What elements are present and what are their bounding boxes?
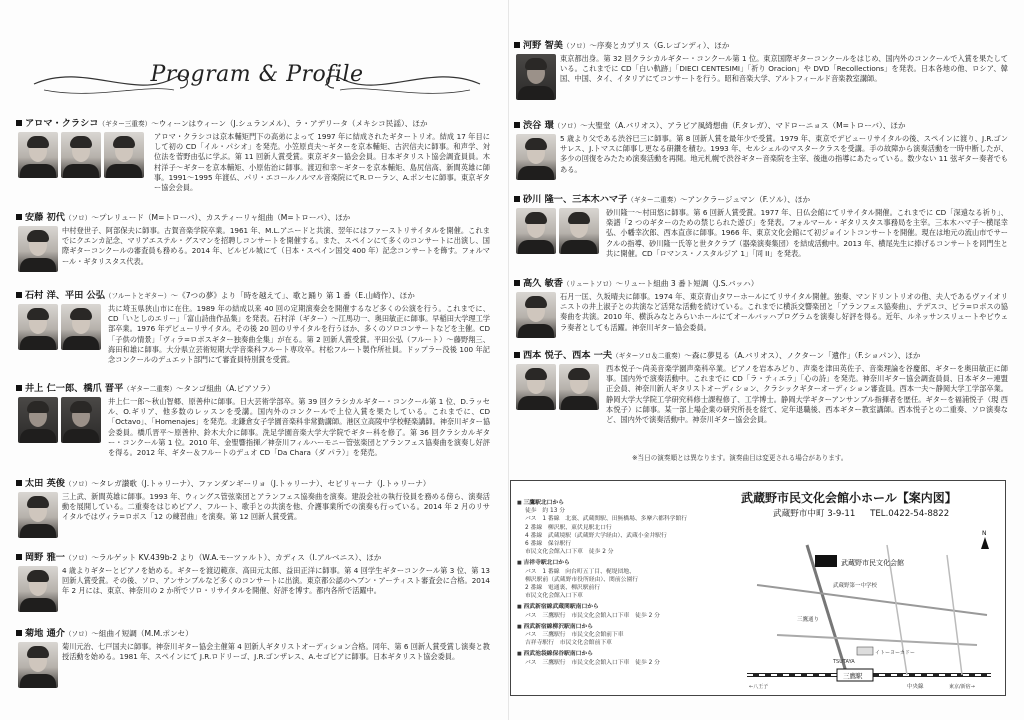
performer-photo [18, 642, 58, 688]
map-label-tsutaya: TSUTAYA [833, 659, 855, 665]
ensemble-role: （ソロ） [64, 480, 92, 488]
access-route [517, 623, 737, 648]
profile-entry [514, 194, 1008, 278]
performer-names: 河野 智美 [523, 40, 563, 51]
bullet-square-icon [16, 292, 22, 298]
performer-photo [516, 364, 556, 410]
performer-names: 菊地 通介 [25, 628, 65, 639]
entry-heading [16, 552, 490, 564]
program-pieces: 〜森に夢見る（A.バリオス）、ノクターン「遺作」（F.ショパン）、ほか [684, 351, 921, 360]
route-station: ■ 西武池袋線保谷駅南口から [517, 650, 737, 658]
entry-body [16, 492, 490, 546]
entry-heading [16, 383, 490, 395]
profile-text: 砂川隆一〜村田悠に師事。第 6 回新人賞受賞。1977 年、日仏会館にてリサイタル開催。これまでに CD「深遠なる祈り」、楽譜「2 つのギターのための禁じられた遊び」を発表。フォルマール・ギタリスタス事務局を主宰。三本木ハマ子〜横尾幸弘、小幡幸次郎、西本直彦に師事。1966 年、東京文化会館にて初ジョイントコンサートを開催。現在は地元の流山市でサークルの指導、砂川隆一氏等と世タクラブ（器楽演奏集団）を結成活動中。2013 年、横尾先生に捧げるコンサートを同門生と共に開催。CD「ロマンス・ノスタルジア 1」「同 II」を発表。 [606, 208, 1008, 258]
performer-photo [18, 226, 58, 272]
access-routes [517, 499, 737, 670]
map-label-to-shinjuku: 東京/新宿→ [949, 684, 975, 690]
profile-entry [16, 212, 490, 284]
program-note: ※当日の演奏順とは異なります。演奏曲目は変更される場合があります。 [632, 454, 848, 462]
entry-heading [16, 628, 490, 640]
profile-text: 東京都出身。第 32 回クラシカルギター・コンクール第 1 位。東京国際ギターコンクールをはじめ、国内外のコンクールで入賞を果たしている。これまでに CD「白い軌跡」「DIECI CENTESIMI」「祈り Oracion」や DVD「Recollections」を発表。日本各地の他、ロシア、韓国、中国、タイ、イタリアにてコンサートを行う。昭和音楽大学、アルトフィールド音楽教室講師。 [560, 54, 1008, 84]
route-line: バス 1 番線 向台町五丁目、梶堤団地、 [525, 568, 635, 575]
access-route [517, 559, 737, 600]
route-station: ■ 三鷹駅北口から [517, 499, 737, 507]
venue-marker [815, 555, 837, 567]
performer-photo [559, 208, 599, 254]
ensemble-role: （ギター二重奏） [627, 196, 680, 204]
map-label-to-hachioji: ←八王子 [749, 684, 769, 690]
program-pieces: 〜アンクラージュマン（F.ソル）、ほか [679, 195, 811, 204]
performer-photos [516, 208, 599, 254]
entry-heading [16, 290, 490, 302]
bullet-square-icon [514, 42, 520, 48]
route-station: ■ 吉祥寺駅北口から [517, 559, 737, 567]
bullet-square-icon [16, 554, 22, 560]
bullet-square-icon [514, 280, 520, 286]
route-line: バス 1 番線 北裏、武蔵関駅、田無橋場、多摩六都科学館行 [525, 516, 688, 523]
performer-names: 太田 英俊 [25, 478, 65, 489]
program-pieces: 〜プレリュード（M=トローバ）、カスティーリャ組曲（M=トローバ）、ほか [91, 213, 351, 222]
route-line: バス 三鷹駅行 市民文化会館入口下車 徒歩 2 分 [525, 659, 660, 666]
address-text: 武蔵野市中町 3-9-11 [773, 509, 856, 519]
performer-photo [18, 566, 58, 612]
map-label-station: 三鷹駅 [843, 672, 863, 680]
performer-photo [18, 132, 58, 178]
entry-body [514, 292, 1008, 346]
ensemble-role: （ソロ） [64, 214, 92, 222]
profile-text: アロマ・クラシコは京本輔矩門下の高弟によって 1997 年に結成されたギタートリオ。結成 17 年目にして初の CD「イル・パシオ」を発売。小笠原貞夫〜ギターを京本輔矩、古沢信夫に師事。和声学、対位法を菅野由弘に学ぶ。第 11 回新人賞受賞。東京ギター協会会員。日本ギタリスト協会調査員員。木村洋子〜ギターを京本輔矩、小原佑治に師事。渡辺和幸〜ギターを京本輔矩、島尻信高、新間英雄に師事。1991〜1995 年渡仏、パリ・エコールノルマル音楽院にてR.ローラン、A.ポンセに師事。東京ギター協会会員。 [154, 132, 490, 193]
access-route [517, 650, 737, 666]
performer-photo [516, 54, 556, 100]
profile-entry [514, 278, 1008, 346]
route-line: 2 番線 電通裏、柳沢駅前行 [525, 585, 601, 592]
performer-names: 井上 仁一郎、橋爪 晋平 [25, 383, 124, 394]
program-pieces: 〜タンゴ組曲（A.ピアソラ） [175, 384, 275, 393]
profile-entry [16, 118, 490, 206]
entry-body [514, 364, 1008, 456]
profile-text: 三上武、新間英雄に師事。1993 年、ウィングス管弦楽団とアランフェス協奏曲を演奏。建設会社の執行役員を務める傍ら、演奏活動を展開している。二重奏をはじめピアノ、フルート、歌手との共演を他、介護事業所での演奏も行っている。2014 年 2 月のリサイタルではヴィラ=ロボス「12 の練習曲」を演奏。第 12 回新人賞受賞。 [62, 492, 490, 522]
entry-heading [16, 118, 490, 130]
ensemble-role: （ソロ） [64, 630, 92, 638]
profile-text: 石月一匡、久坂晴夫に師事。1974 年、東京青山タワーホールにてリサイタル開催。独奏、マンドリントリオの他、夫人であるヴァイオリニストの井上淑子との共演など活発な活動を続けている。これまでに横浜交響楽団と「アランフェス協奏曲」、テデスコ、ビラ=ロボスの協奏曲を共演。2010 年、横浜みなとみらいホールにてオールバッハプログラムを演奏し好評を得る。近年、ルネッサンスリュートやビウェラ奏者としても活躍。神奈川ギター協会委員。 [560, 292, 1008, 332]
venue-address [773, 507, 949, 519]
bullet-square-icon [514, 196, 520, 202]
tel-text: TEL.0422-54-8822 [870, 509, 950, 519]
performer-names: 砂川 隆一、三本木ハマ子 [523, 194, 628, 205]
entry-body [16, 397, 490, 477]
performer-photo [516, 134, 556, 180]
ensemble-role: （ギター二重奏） [123, 385, 176, 393]
performer-names: 渋谷 環 [523, 120, 554, 131]
entry-heading [16, 212, 490, 224]
bullet-square-icon [16, 480, 22, 486]
entry-body [514, 54, 1008, 118]
map-label-line: 中央線 [907, 684, 924, 690]
entry-heading [514, 194, 1008, 206]
access-route [517, 499, 737, 556]
map-label-street: 三鷹通り [797, 617, 820, 623]
performer-names: 石村 洋、平田 公弘 [25, 290, 105, 301]
performer-names: アロマ・クラシコ [25, 118, 99, 129]
performer-photos [18, 397, 101, 443]
performer-photo [61, 397, 101, 443]
ensemble-role: （ソロ） [562, 42, 590, 50]
ensemble-role: （リュートソロ） [562, 280, 616, 288]
program-pieces: 〜組曲イ短調（M.M.ポンセ） [91, 629, 193, 638]
ensemble-role: （ギター三重奏） [98, 120, 152, 128]
profile-text: 5 歳より父である渋谷巳三に師事。第 8 回新人賞を最年少で受賞。1979 年、東京でデビューリサイタルの後、スペインに渡り、J.R.ゴンサレス、J.トマスに師事し更なる研鑽を積む。1993 年、セルシェルのマスタークラスを受講。手の故障から演奏活動を一時中断したが、多少の回復をみたため演奏活動を再開。地元札幌で渋谷ギター音楽院を主宰、後進の指導にあたっている。数少ない 11 弦ギター奏者でもある。 [560, 134, 1008, 174]
entry-body [16, 566, 490, 620]
bullet-square-icon [16, 630, 22, 636]
page-title: Program & Profile [150, 62, 364, 87]
access-route [517, 603, 737, 619]
program-pieces: 〜序奏とカプリス（G.レゴンディ）、ほか [589, 41, 730, 50]
center-fold [508, 0, 509, 720]
entry-heading [514, 350, 1008, 362]
program-pieces: 〜《7つの夢》より「時を越えて」、歌と踊り 第 1 番（E.山崎作）、ほか [170, 291, 415, 300]
profile-entry [514, 40, 1008, 118]
route-line: 徒歩 約 13 分 [525, 508, 566, 515]
performer-photo [18, 397, 58, 443]
program-header [24, 54, 490, 102]
entry-body [16, 642, 490, 686]
profile-entry [16, 290, 490, 384]
performer-photo [559, 364, 599, 410]
performer-photos [18, 642, 58, 688]
profile-text: 中村登世子、阿部保夫に師事。古賀音楽学院卒業。1961 年、M.L.アニードと共演、翌年にはファーストリサイタルを開催。これまでにクエンカ記念、マリアエステル・グスマンを招聘しコンサートを開催する。また、スペインにて多くのコンサートに出演し、国際ギターコンクールの審査員も務める。2014 年、ビルビル城にて（日本・スペイン国交 400 年）記念コンサートを飾す。フォルマール・ギタリスタス代表。 [62, 226, 490, 266]
ensemble-role: （ギターソロ＆二重奏） [612, 352, 685, 360]
entry-body [16, 304, 490, 384]
profile-text: 共に埼玉県狭山市に在住。1989 年の結成以来 40 回の定期演奏会を開催するなど多くの公演を行う。これまでに、CD「いとしのエリー」「富山詩曲作品集」を発表。石村洋（ギター）〜江馬功一、奥田敏正に師事。早稲田大学理工学部卒業。1976 年デビューリサイタル。その後 20 回のリサイタルを行うほか、多くのソロコンサートなどを主催。CD「子供の情景」「ヴィラ=ロボスギター独奏曲全集」が在る。第 2 回新人賞受賞。平田公弘（フルート）〜藤野翔三、海田和雄に師事。大分県立芸術短期大学音楽科フルート専攻卒。村松フルート製作所社員。ドップラー没後 100 年記念コンクールのデュエット部門にて審査員特別賞を受賞。 [108, 304, 490, 365]
program-pieces: 〜リュート組曲 3 番ト短調（J.S.バッハ） [615, 279, 759, 288]
ensemble-role: （フルートとギター） [104, 292, 171, 300]
performer-names: 西本 悦子、西本 一夫 [523, 350, 613, 361]
performer-photos [516, 54, 556, 100]
map-label-north: N [982, 530, 987, 537]
profile-text: 井上仁一郎〜秋山智郷、原善仲に師事。日大芸術学部卒。第 39 回クラシカルギター・コンクール第 1 位、D.ラッセル、O.ギリア、他多数のレッスンを受講。国内外のコンクールで上位入賞を果たしている。これまでに、CD「Octavo」、「Homenajes」を発売。北鎌倉女子学園音楽科非常勤講師。港区立高陵中学校軽楽講師。神奈川ギター協会委員。橋爪晋平〜原善仲、鈴木大介に師事。洗足学園音楽大学大学院でギター科を修了。第 36 回クラシカルギター・コンクール第 1 位。2010 年、金聖響指揮／神奈川フィルハーモニー管弦楽団とアランフェス協奏曲を演奏し好評を得る。2012 年、ギター＆フルートのデュオ CD「Da Chara（ダ パラ）」を発売。 [108, 397, 490, 458]
entry-heading [514, 40, 1008, 52]
program-pieces: 〜タレガ讃歌（J.トゥリーナ）、ファンダンギーリョ（J.トゥリーナ）、セビリャーナ（J.トゥリーナ） [91, 479, 431, 488]
performer-photo [61, 304, 101, 350]
performer-names: 岡野 雅一 [25, 552, 65, 563]
performer-photos [516, 134, 556, 180]
route-line: 市民文化会館入口下車 徒歩 2 分 [525, 549, 614, 556]
profile-entry [16, 478, 490, 546]
profile-entry [16, 628, 490, 686]
profile-text: 西本悦子〜尚美音楽学園声楽科卒業。ピアノを岩本みどり、声楽を津田英佐子、音楽理論を谷慶郎、ギターを奥田敏正に師事。国内外で演奏活動中。これまでに CD「ラ・ティエラ」「心の詩」を発売。神奈川ギター協会調査員員、日本ギター連盟正会員、神奈川新人ギタリストオーディション、クラシックギターオーディション審査員。西本一夫〜静岡大学工学部卒業。静岡大学大学院工学研究科修士課程修了、工学博士。静岡大学ギターアンサンブル指揮者を歴任。ギターを福浦悦子（現 西本悦子）に師事。某一部上場企業の研究所長を経て、定年退職後、西本ギター教室講師。西本悦子との二重奏、ソロ演奏など、国内外で演奏活動中。神奈川ギター協会会員。 [606, 364, 1008, 425]
program-pieces: 〜ラルゲット KV.439b-2 より（W.A.モーツァルト）、カディス（I.アルベニス）、ほか [91, 553, 382, 562]
performer-photo [18, 492, 58, 538]
performer-photo [516, 292, 556, 338]
entry-body [16, 226, 490, 284]
route-station: ■ 西武新宿線柳沢駅南口から [517, 623, 737, 631]
performer-photo [516, 208, 556, 254]
entry-body [514, 208, 1008, 278]
route-line: バス 三鷹駅行 市民文化会館入口下車 徒歩 2 分 [525, 612, 660, 619]
route-line: 柳沢駅前（武蔵野市役所経由）、関前公園行 [525, 576, 639, 583]
performer-names: 安藤 初代 [25, 212, 65, 223]
route-line: 2 番線 柳沢駅、東伏見駅北口行 [525, 524, 612, 531]
bullet-square-icon [16, 385, 22, 391]
route-line: 吉祥寺駅行 市民文化会館前下車 [525, 640, 612, 647]
route-line: 6 番線 保谷駅行 [525, 541, 572, 548]
performer-names: 高久 敏香 [523, 278, 563, 289]
performer-photos [18, 132, 144, 178]
profile-text: 4 歳よりギターとピアノを始める。ギターを渡辺範彦、高田元太郎、益田正洋に師事。第 4 回学生ギターコンクール第 3 位、第 13 回新人賞受賞。その後、ソロ、アンサンブルなど多くのコンサートに出演。東京都公認のヘブン・アーティスト審査会に合格。2014 年 2 月には、東京、神奈川の 2 か所でソロ・リサイタルを開催、好評を博す。都内各所で活躍中。 [62, 566, 490, 596]
entry-heading [514, 120, 1008, 132]
ensemble-role: （ソロ） [553, 122, 581, 130]
bullet-square-icon [16, 120, 22, 126]
map-title: 武蔵野市民文化会館小ホール【案内図】 [741, 491, 957, 505]
venue-map [737, 525, 1001, 693]
performer-photos [18, 566, 58, 612]
profile-entry [514, 350, 1008, 456]
route-station: ■ 西武新宿線武蔵関駅南口から [517, 603, 737, 611]
profile-entry [16, 552, 490, 620]
entry-body [514, 134, 1008, 198]
ensemble-role: （ソロ） [64, 554, 92, 562]
performer-photo [18, 304, 58, 350]
route-line: バス 三鷹駅行 市民文化会館前下車 [525, 632, 624, 639]
route-line: 4 番線 武蔵境駅（武蔵野大学経由）、武蔵小金井駅行 [525, 532, 667, 539]
program-pieces: 〜大聖堂（A.バリオス）、アラビア風綺想曲（F.タレガ）、マドローニョス（M=トローバ）、ほか [580, 121, 906, 130]
map-label-school: 武蔵野第一中学校 [833, 583, 878, 589]
entry-heading [514, 278, 1008, 290]
performer-photo [104, 132, 144, 178]
performer-photos [18, 492, 58, 538]
map-label-itoyokado: イトーヨーカドー [875, 650, 915, 656]
entry-heading [16, 478, 490, 490]
performer-photos [516, 364, 599, 410]
bullet-square-icon [514, 122, 520, 128]
entry-body [16, 132, 490, 206]
map-label-venue: 武蔵野市民文化会館 [841, 559, 904, 567]
performer-photos [18, 304, 101, 350]
profile-entry [16, 383, 490, 477]
program-pieces: 〜ウィーンはウィーン（J.シュランメル）、ラ・アデリータ（メキシコ民謡）、ほか [151, 119, 428, 128]
bullet-square-icon [514, 352, 520, 358]
performer-photos [18, 226, 58, 272]
profile-entry [514, 120, 1008, 198]
route-line: 市民文化会館入口下車 [525, 593, 583, 600]
access-map-box [510, 480, 1006, 696]
performer-photo [61, 132, 101, 178]
performer-photos [516, 292, 556, 338]
bullet-square-icon [16, 214, 22, 220]
profile-text: 菊川元治、七戸国夫に師事。神奈川ギター協会主催第 4 回新人ギタリストオーディション合格。同年、第 6 回新人賞受賞し演奏と教授活動を始める。1981 年、スペインにて J.R.ロドリーゴ、J.R.ゴンザレス、A.セゴビアに師事。日本ギタリスト協会委員。 [62, 642, 490, 662]
